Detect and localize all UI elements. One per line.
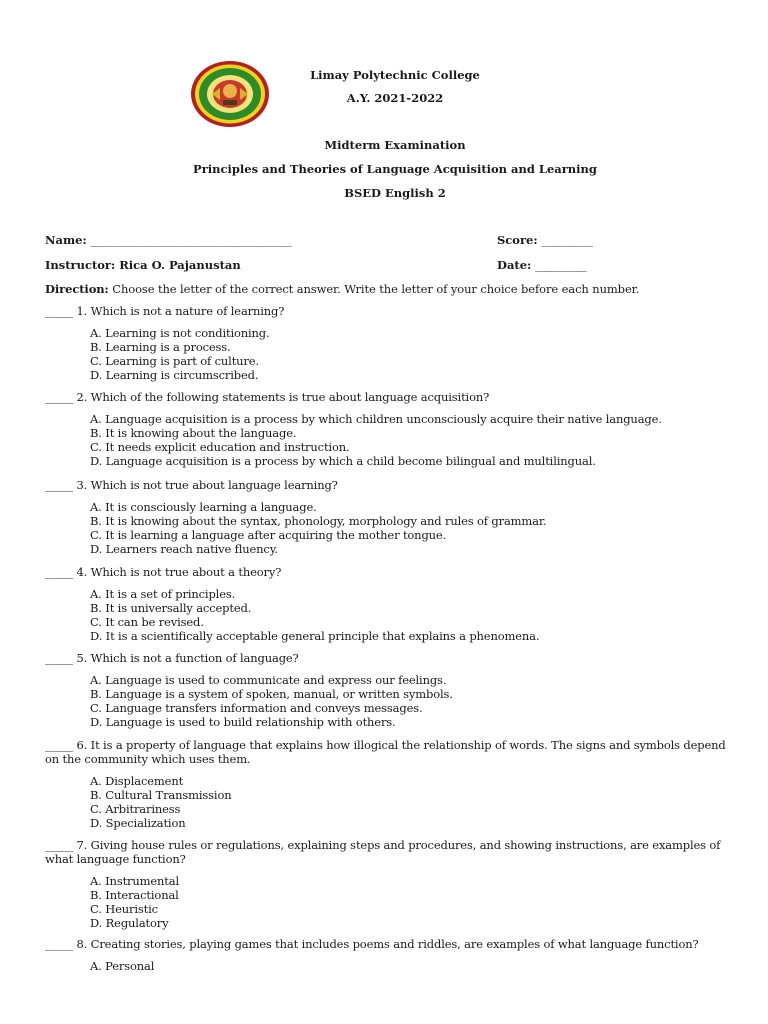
subject-title: Principles and Theories of Language Acquisition and Learning [193, 162, 597, 176]
question-6 [45, 738, 735, 830]
choice-item: C. It can be revised. [90, 615, 204, 629]
choice-item: A. Learning is not conditioning. [90, 326, 270, 340]
choice-item: B. Learning is a process. [90, 340, 231, 354]
question-2 [45, 390, 735, 468]
instructor-label: Instructor: Rica O. Pajanustan [45, 258, 241, 272]
direction-label: Direction: [45, 282, 109, 296]
choice-list [45, 673, 735, 729]
choice-item: A. Language is used to communicate and express our feelings. [90, 673, 447, 687]
choice-list [45, 587, 735, 643]
choice-item: D. Learners reach native fluency. [90, 542, 279, 556]
date-field[interactable] [497, 258, 587, 272]
choice-item: B. Interactional [90, 888, 179, 902]
choice-item: A. It is consciously learning a language. [90, 500, 317, 514]
choice-item: C. Learning is part of culture. [90, 354, 259, 368]
choice-item: C. Arbitrariness [90, 802, 181, 816]
instructor-field [45, 258, 241, 272]
score-blank[interactable]: _________ [541, 233, 594, 247]
choice-list [45, 959, 735, 973]
choice-list [45, 326, 735, 382]
direction-text [45, 282, 639, 296]
choice-item: B. It is universally accepted. [90, 601, 252, 615]
choice-item: C. It needs explicit education and instruction. [90, 440, 350, 454]
choice-item: C. Heuristic [90, 902, 158, 916]
choice-item: A. Language acquisition is a process by which children unconsciously acquire their native language. [90, 412, 662, 426]
name-field[interactable] [45, 233, 292, 247]
question-7 [45, 838, 735, 930]
choice-item: B. It is knowing about the language. [90, 426, 297, 440]
question-stem: _____ 3. Which is not true about language learning? [45, 478, 338, 492]
choice-item: A. Instrumental [90, 874, 180, 888]
choice-item: A. It is a set of principles. [90, 587, 236, 601]
choice-item: D. Language acquisition is a process by which a child become bilingual and multilingual. [90, 454, 596, 468]
date-blank[interactable]: _________ [534, 258, 587, 272]
question-3 [45, 478, 735, 556]
choice-item: D. It is a scientifically acceptable general principle that explains a phenomena. [90, 629, 540, 643]
choice-list [45, 412, 735, 468]
choice-item: C. It is learning a language after acquiring the mother tongue. [90, 528, 447, 542]
choice-list [45, 774, 735, 830]
question-stem: _____ 4. Which is not true about a theory? [45, 565, 282, 579]
question-8 [45, 937, 735, 973]
question-stem: _____ 2. Which of the following statements is true about language acquisition? [45, 390, 490, 404]
choice-item: A. Personal [90, 959, 155, 973]
date-label: Date: [497, 258, 532, 272]
question-stem: _____ 5. Which is not a function of language? [45, 651, 299, 665]
question-stem: _____ 1. Which is not a nature of learning? [45, 304, 285, 318]
question-4 [45, 565, 735, 643]
choice-item: D. Specialization [90, 816, 186, 830]
choice-item: B. Cultural Transmission [90, 788, 232, 802]
academic-year: A.Y. 2021-2022 [346, 91, 444, 105]
question-stem: _____ 6. It is a property of language that explains how illogical the relationship of words. The signs and symbols depend on the community which uses them. [45, 738, 726, 766]
score-field[interactable] [497, 233, 593, 247]
score-label: Score: [497, 233, 538, 247]
choice-item: B. It is knowing about the syntax, phonology, morphology and rules of grammar. [90, 514, 547, 528]
name-label: Name: [45, 233, 87, 247]
choice-item: A. Displacement [90, 774, 184, 788]
name-blank[interactable]: ___________________________________ [90, 233, 292, 247]
question-stem: _____ 7. Giving house rules or regulations, explaining steps and procedures, and showing instructions, are examples of what language function? [45, 838, 721, 866]
question-5 [45, 651, 735, 729]
choice-list [45, 874, 735, 930]
college-name: Limay Polytechnic College [310, 68, 480, 82]
direction-body: Choose the letter of the correct answer. Write the letter of your choice before each number. [108, 282, 640, 296]
question-stem: _____ 8. Creating stories, playing games that includes poems and riddles, are examples of what language function? [45, 937, 699, 951]
choice-item: B. Language is a system of spoken, manual, or written symbols. [90, 687, 453, 701]
program-title: BSED English 2 [344, 186, 446, 200]
exam-title: Midterm Examination [324, 138, 466, 152]
choice-item: D. Learning is circumscribed. [90, 368, 259, 382]
choice-item: D. Language is used to build relationship with others. [90, 715, 396, 729]
choice-item: D. Regulatory [90, 916, 169, 930]
question-1 [45, 304, 735, 382]
choice-item: C. Language transfers information and conveys messages. [90, 701, 423, 715]
choice-list [45, 500, 735, 556]
